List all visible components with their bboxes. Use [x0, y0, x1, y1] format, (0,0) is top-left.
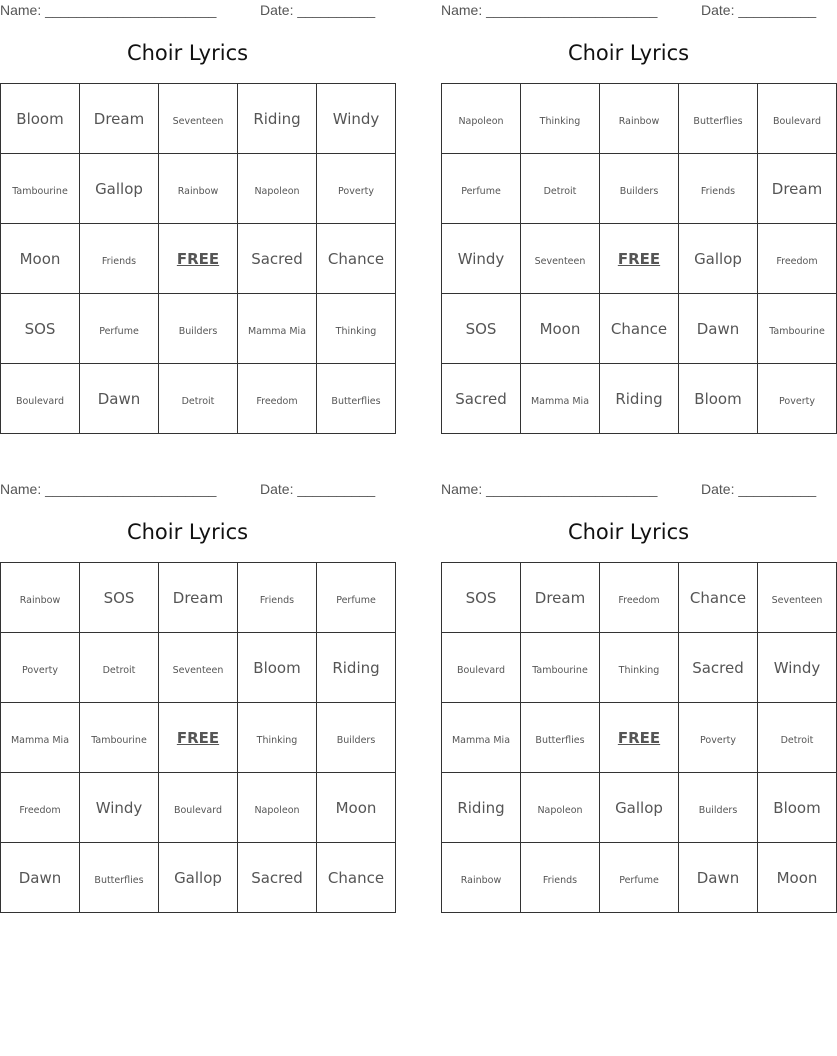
cell-word: Butterflies [693, 116, 743, 127]
grid-cell [1, 703, 80, 773]
grid-cell [159, 364, 238, 434]
cell-word: Freedom [256, 396, 298, 407]
grid-cell [521, 364, 600, 434]
grid-cell [80, 773, 159, 843]
cell-word: Thinking [539, 116, 581, 127]
cell-word: Chance [327, 250, 385, 268]
cell-word: Windy [332, 110, 380, 128]
cell-word: Gallop [95, 180, 143, 198]
grid-cell [600, 154, 679, 224]
cell-word: Seventeen [172, 116, 224, 127]
grid-cell [317, 773, 396, 843]
grid-cell [1, 633, 80, 703]
grid-cell [442, 633, 521, 703]
grid-row [1, 84, 396, 154]
cell-word: Butterflies [331, 396, 381, 407]
cell-word: Poverty [22, 665, 58, 676]
grid-cell [521, 224, 600, 294]
grid-row [1, 364, 396, 434]
cell-word: Bloom [694, 390, 742, 408]
cell-word: Friends [542, 875, 578, 886]
grid-cell [238, 773, 317, 843]
grid-cell [521, 703, 600, 773]
cell-word: SOS [24, 320, 56, 338]
cell-word: Perfume [336, 595, 376, 606]
grid-row [1, 224, 396, 294]
free-space-label: FREE [176, 250, 220, 268]
grid-cell [600, 563, 679, 633]
bingo-grid [0, 562, 396, 913]
grid-cell [758, 843, 837, 913]
name-field-label: Name: ______________________ [441, 2, 658, 18]
cell-word: Napoleon [458, 116, 504, 127]
grid-cell [238, 154, 317, 224]
cell-word: Detroit [780, 735, 814, 746]
grid-cell [1, 773, 80, 843]
cell-word: SOS [465, 320, 497, 338]
grid-cell [1, 84, 80, 154]
grid-cell [679, 843, 758, 913]
cell-word: Perfume [99, 326, 139, 337]
cell-word: Napoleon [254, 186, 300, 197]
grid-cell [442, 294, 521, 364]
grid-cell [679, 563, 758, 633]
grid-cell [758, 294, 837, 364]
name-field-label: Name: ______________________ [441, 481, 658, 497]
grid-row [1, 563, 396, 633]
bingo-card-2 [441, 0, 825, 434]
grid-cell [317, 364, 396, 434]
cell-word: Freedom [776, 256, 818, 267]
cell-word: Bloom [253, 659, 301, 677]
grid-cell [679, 703, 758, 773]
date-field-label: Date: __________ [260, 2, 376, 18]
grid-cell [521, 563, 600, 633]
grid-cell [679, 294, 758, 364]
name-field-label: Name: ______________________ [0, 481, 217, 497]
cell-word: Riding [332, 659, 380, 677]
grid-cell [317, 224, 396, 294]
cell-word: Chance [689, 589, 747, 607]
cell-word: Poverty [700, 735, 736, 746]
cell-word: Dawn [696, 320, 740, 338]
cell-word: Friends [700, 186, 736, 197]
cell-word: Butterflies [94, 875, 144, 886]
cell-word: Moon [776, 869, 818, 887]
grid-cell [600, 773, 679, 843]
cell-word: Gallop [174, 869, 222, 887]
bingo-grid [441, 83, 837, 434]
grid-cell [758, 773, 837, 843]
grid-cell [238, 364, 317, 434]
cell-word: Dream [771, 180, 823, 198]
grid-cell [80, 703, 159, 773]
cell-word: Thinking [256, 735, 298, 746]
cell-word: Sacred [455, 390, 507, 408]
grid-cell [80, 633, 159, 703]
grid-cell [758, 224, 837, 294]
cell-word: Seventeen [534, 256, 586, 267]
cell-word: Seventeen [771, 595, 823, 606]
free-space-label: FREE [176, 729, 220, 747]
cell-word: Thinking [335, 326, 377, 337]
grid-cell [1, 294, 80, 364]
cell-word: Dream [93, 110, 145, 128]
cell-word: Tambourine [12, 186, 68, 197]
grid-cell [159, 294, 238, 364]
grid-row [442, 703, 837, 773]
grid-cell [317, 843, 396, 913]
date-field-label: Date: __________ [260, 481, 376, 497]
bingo-card-4 [441, 479, 823, 913]
grid-cell [600, 633, 679, 703]
cell-word: Mamma Mia [451, 735, 511, 746]
grid-row [1, 703, 396, 773]
grid-cell [80, 154, 159, 224]
cell-word: Windy [773, 659, 821, 677]
cell-word: Mamma Mia [530, 396, 590, 407]
grid-cell [442, 84, 521, 154]
free-space-cell [600, 224, 679, 294]
grid-cell [317, 563, 396, 633]
grid-cell [758, 563, 837, 633]
cell-word: Tambourine [91, 735, 147, 746]
cell-word: Freedom [618, 595, 660, 606]
grid-row [442, 773, 837, 843]
free-space-cell [159, 703, 238, 773]
grid-row [1, 633, 396, 703]
cell-word: Moon [335, 799, 377, 817]
grid-cell [679, 364, 758, 434]
cell-word: Poverty [779, 396, 815, 407]
grid-row [442, 633, 837, 703]
card-header [441, 481, 816, 499]
grid-row [442, 224, 837, 294]
grid-cell [679, 224, 758, 294]
cell-word: Riding [253, 110, 301, 128]
cell-word: Gallop [694, 250, 742, 268]
grid-cell [317, 633, 396, 703]
cell-word: Tambourine [532, 665, 588, 676]
cell-word: Boulevard [456, 665, 506, 676]
grid-row [442, 294, 837, 364]
grid-cell [159, 843, 238, 913]
grid-cell [159, 633, 238, 703]
cell-word: Chance [610, 320, 668, 338]
cell-word: Rainbow [177, 186, 219, 197]
grid-cell [521, 633, 600, 703]
cell-word: Rainbow [618, 116, 660, 127]
cell-word: Builders [178, 326, 218, 337]
cell-word: Poverty [338, 186, 374, 197]
grid-cell [758, 84, 837, 154]
card-header [0, 481, 375, 499]
grid-cell [521, 294, 600, 364]
cell-word: Gallop [615, 799, 663, 817]
free-space-cell [600, 703, 679, 773]
bingo-grid [441, 562, 837, 913]
cell-word: Friends [101, 256, 137, 267]
cell-word: Boulevard [173, 805, 223, 816]
grid-cell [442, 224, 521, 294]
grid-cell [1, 364, 80, 434]
cell-word: Napoleon [254, 805, 300, 816]
cell-word: Moon [19, 250, 61, 268]
cell-word: Napoleon [537, 805, 583, 816]
grid-cell [758, 703, 837, 773]
grid-row [442, 154, 837, 224]
grid-cell [521, 843, 600, 913]
card-title: Choir Lyrics [567, 520, 690, 544]
cell-word: Boulevard [15, 396, 65, 407]
grid-cell [442, 563, 521, 633]
cell-word: Builders [619, 186, 659, 197]
card-header [441, 2, 816, 20]
cell-word: Bloom [16, 110, 64, 128]
grid-cell [600, 843, 679, 913]
grid-cell [317, 294, 396, 364]
grid-cell [1, 224, 80, 294]
grid-cell [238, 633, 317, 703]
cell-word: Dawn [18, 869, 62, 887]
cell-word: Rainbow [460, 875, 502, 886]
grid-row [1, 294, 396, 364]
grid-cell [80, 224, 159, 294]
card-title: Choir Lyrics [126, 520, 249, 544]
grid-cell [1, 843, 80, 913]
cell-word: Dream [172, 589, 224, 607]
grid-cell [442, 843, 521, 913]
grid-cell [80, 294, 159, 364]
grid-cell [600, 294, 679, 364]
cell-word: Friends [259, 595, 295, 606]
grid-cell [442, 154, 521, 224]
grid-cell [521, 154, 600, 224]
grid-row [442, 364, 837, 434]
cell-word: Mamma Mia [247, 326, 307, 337]
cell-word: Perfume [461, 186, 501, 197]
cell-word: Builders [698, 805, 738, 816]
grid-row [1, 773, 396, 843]
grid-cell [442, 703, 521, 773]
grid-cell [238, 563, 317, 633]
free-space-cell [159, 224, 238, 294]
free-space-label: FREE [617, 729, 661, 747]
grid-cell [238, 294, 317, 364]
date-field-label: Date: __________ [701, 2, 817, 18]
cell-word: Freedom [19, 805, 61, 816]
grid-cell [159, 563, 238, 633]
grid-row [442, 843, 837, 913]
grid-cell [159, 84, 238, 154]
card-title: Choir Lyrics [126, 41, 249, 65]
grid-cell [317, 703, 396, 773]
grid-cell [758, 154, 837, 224]
grid-cell [679, 633, 758, 703]
grid-row [1, 843, 396, 913]
cell-word: Perfume [619, 875, 659, 886]
grid-cell [600, 364, 679, 434]
cell-word: Detroit [102, 665, 136, 676]
cell-word: Bloom [773, 799, 821, 817]
cell-word: Riding [457, 799, 505, 817]
grid-cell [159, 154, 238, 224]
bingo-card-1 [0, 0, 385, 434]
card-header [0, 2, 375, 20]
grid-cell [238, 703, 317, 773]
cell-word: Dream [534, 589, 586, 607]
cell-word: Thinking [618, 665, 660, 676]
grid-cell [159, 773, 238, 843]
grid-cell [442, 773, 521, 843]
cell-word: Windy [457, 250, 505, 268]
grid-cell [238, 843, 317, 913]
grid-cell [758, 633, 837, 703]
grid-row [442, 84, 837, 154]
grid-row [1, 154, 396, 224]
cell-word: Butterflies [535, 735, 585, 746]
cell-word: SOS [103, 589, 135, 607]
grid-cell [317, 84, 396, 154]
cell-word: Rainbow [19, 595, 61, 606]
grid-cell [521, 773, 600, 843]
cell-word: Detroit [543, 186, 577, 197]
cell-word: Boulevard [772, 116, 822, 127]
grid-cell [238, 224, 317, 294]
grid-cell [80, 364, 159, 434]
grid-cell [1, 154, 80, 224]
grid-cell [600, 84, 679, 154]
bingo-grid [0, 83, 396, 434]
cell-word: Tambourine [769, 326, 825, 337]
cell-word: Riding [615, 390, 663, 408]
cell-word: Seventeen [172, 665, 224, 676]
grid-cell [758, 364, 837, 434]
grid-cell [80, 84, 159, 154]
cell-word: Sacred [692, 659, 744, 677]
cell-word: Moon [539, 320, 581, 338]
cell-word: Dawn [97, 390, 141, 408]
grid-row [442, 563, 837, 633]
grid-cell [238, 84, 317, 154]
cell-word: Windy [95, 799, 143, 817]
free-space-label: FREE [617, 250, 661, 268]
grid-cell [80, 843, 159, 913]
grid-cell [679, 773, 758, 843]
grid-cell [317, 154, 396, 224]
date-field-label: Date: __________ [701, 481, 817, 497]
grid-cell [679, 154, 758, 224]
name-field-label: Name: ______________________ [0, 2, 217, 18]
cell-word: Sacred [251, 869, 303, 887]
cell-word: Dawn [696, 869, 740, 887]
cell-word: Mamma Mia [10, 735, 70, 746]
cell-word: SOS [465, 589, 497, 607]
grid-cell [1, 563, 80, 633]
cell-word: Builders [336, 735, 376, 746]
grid-cell [80, 563, 159, 633]
card-title: Choir Lyrics [567, 41, 690, 65]
grid-cell [679, 84, 758, 154]
grid-cell [442, 364, 521, 434]
cell-word: Sacred [251, 250, 303, 268]
grid-cell [521, 84, 600, 154]
bingo-card-3 [0, 479, 385, 913]
cell-word: Chance [327, 869, 385, 887]
cell-word: Detroit [181, 396, 215, 407]
